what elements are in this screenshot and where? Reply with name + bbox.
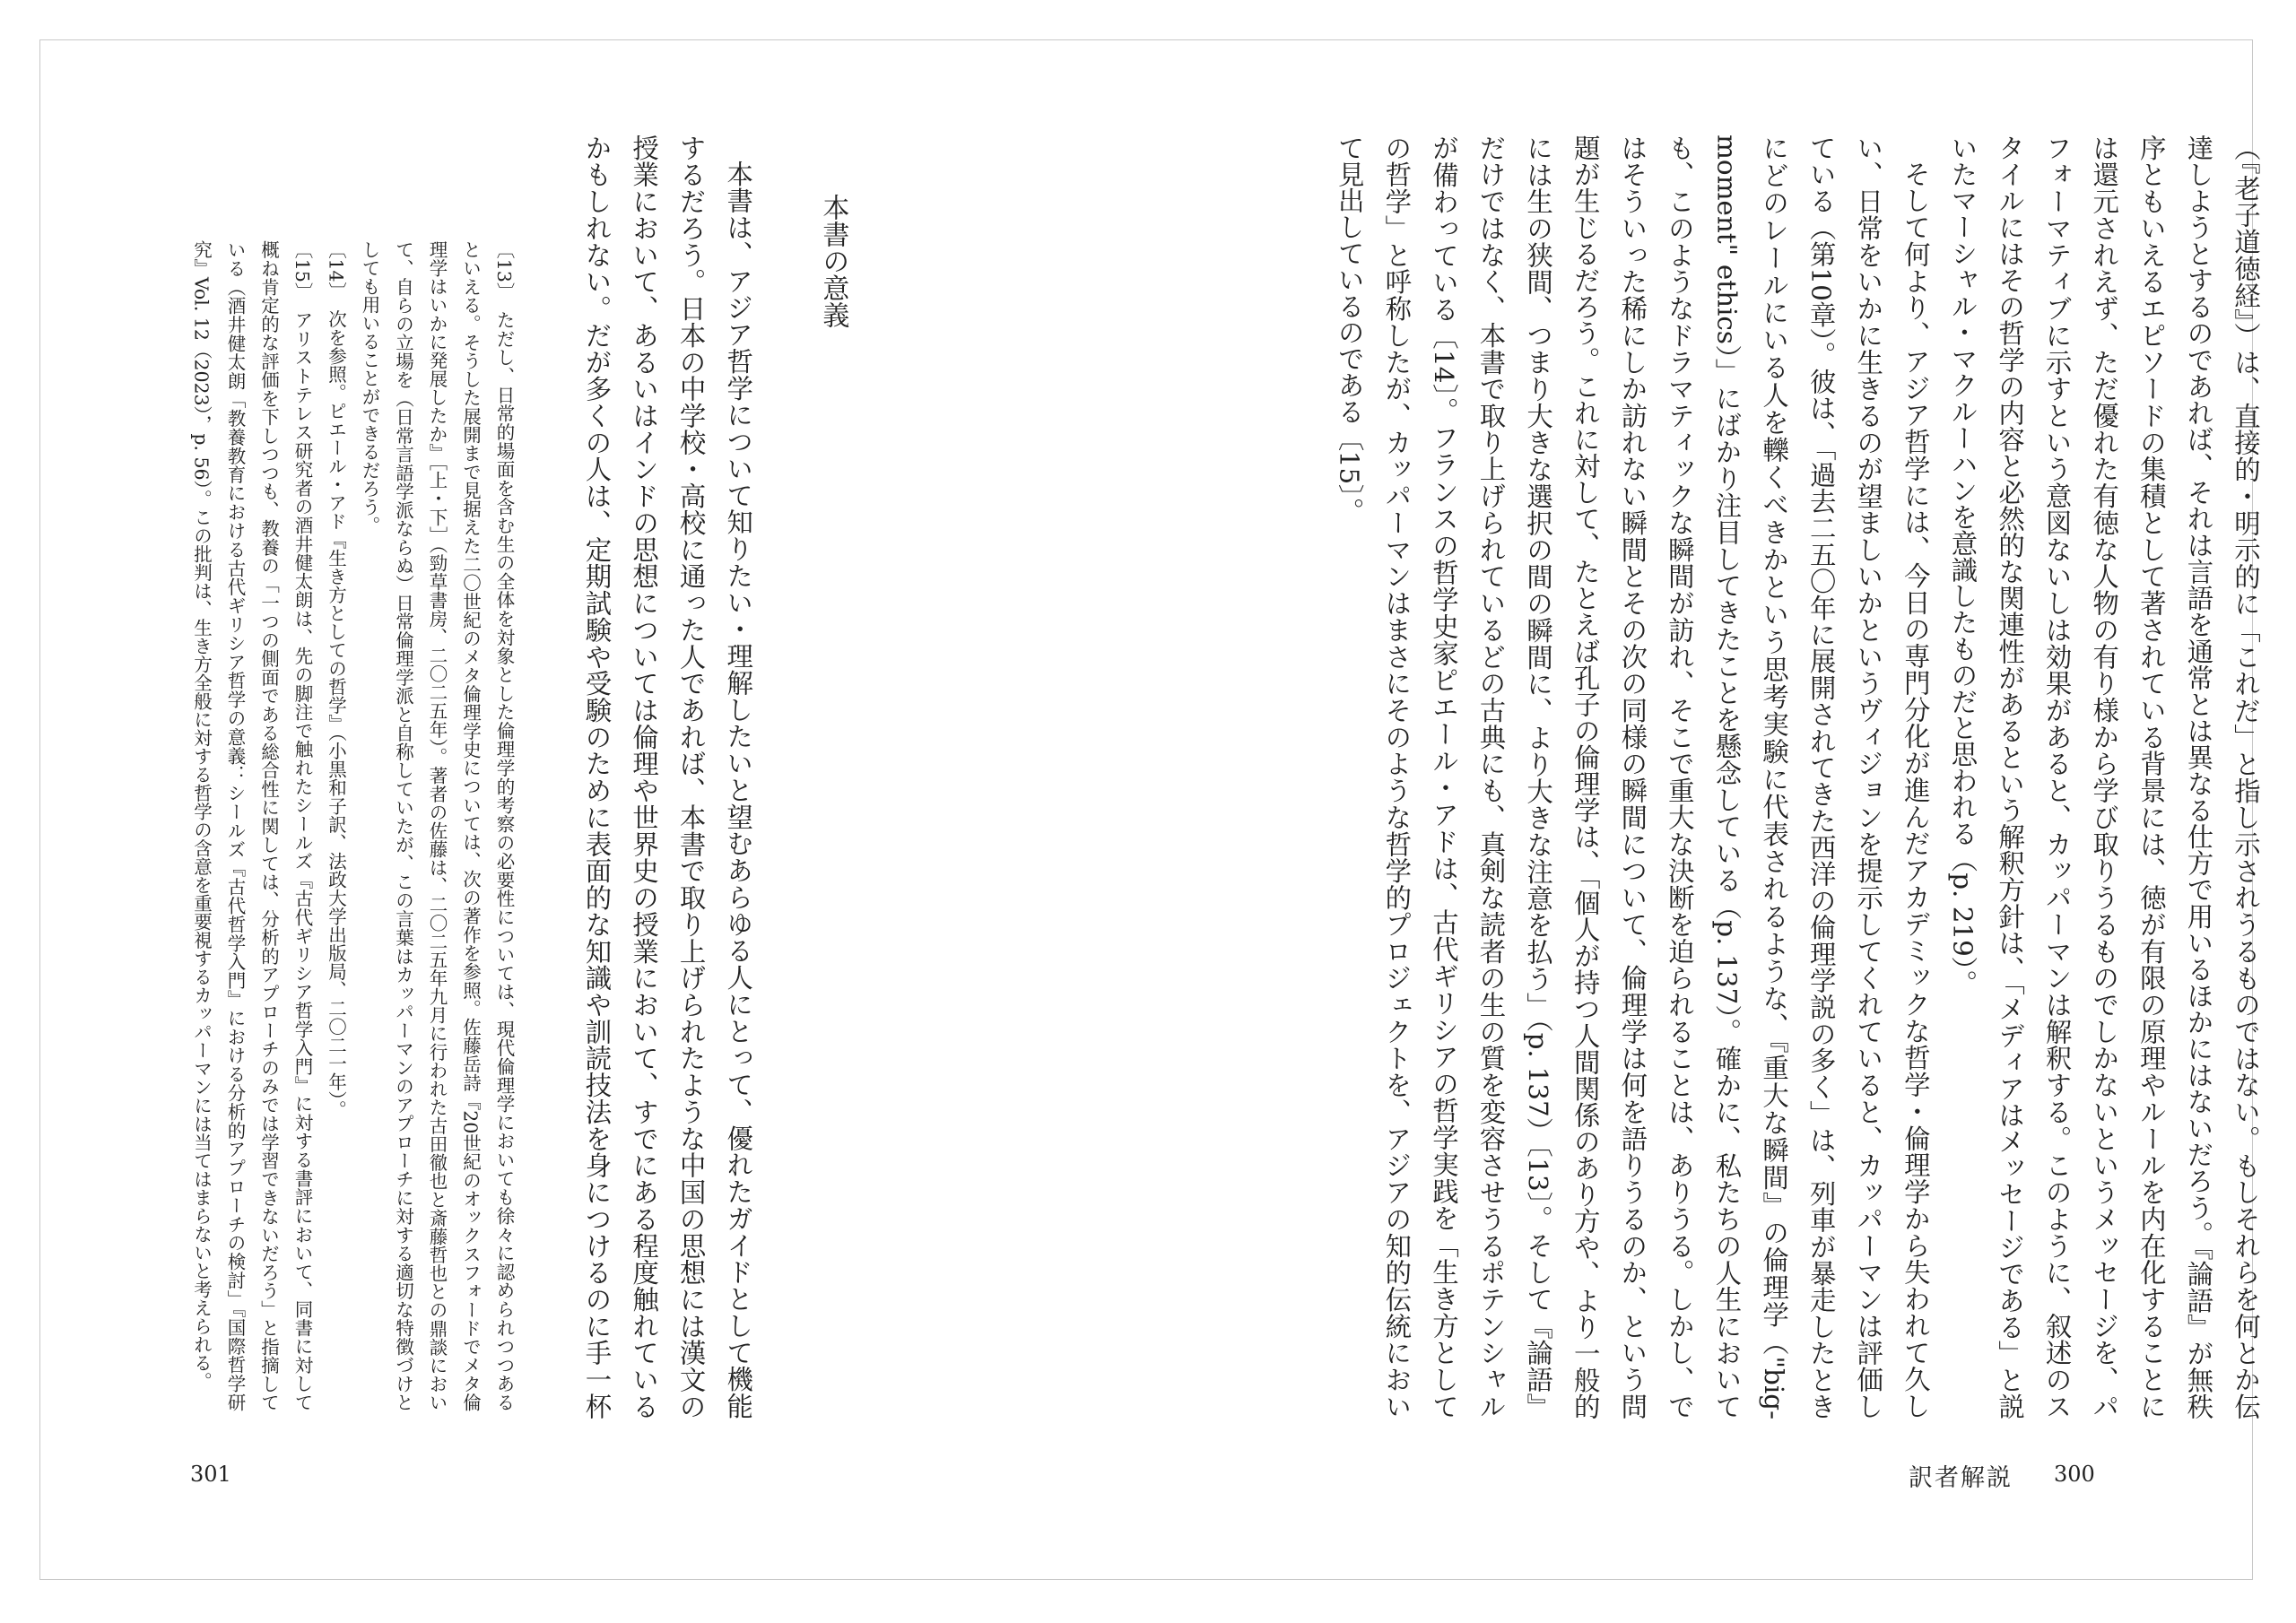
right-paragraph-1: （『老子道徳経』）は、直接的・明示的に「これだ」と指し示されうるものではない。もしそれらを何とか伝達しようとするのであれば、それは言語を通常とは異なる仕方で用いるほかにはないだろう。『論語』が無秩序ともいえるエピソードの集積として著されている背景には、徳が有限の原理やルールを内在化することには還元されえず、ただ優れた有徳な人物の有り様から学び取りうるものでしかないというメッセージを、パフォーマティブに示すという意図ないしは効果があると、カッパーマンは解釈する。このように、叙述のスタイルにはその哲学の内容と必然的な関連性があるという解釈方針は、「メディアはメッセージである」と説いたマーシャル・マクルーハンを意識したものだと思われる（p. 219）。 xyxy=(1947,135,2261,1419)
left-page-body xyxy=(571,135,903,1419)
right-page-body xyxy=(897,135,2269,1419)
running-head: 訳者解説 xyxy=(1909,1464,2013,1492)
section-heading: 本書の意義 xyxy=(817,194,849,328)
page-number-left: 301 xyxy=(190,1462,231,1487)
right-paragraph-2: そして何より、アジア哲学には、今日の専門分化が進んだアカデミックな哲学・倫理学から失われて久しい、日常をいかに生きるのが望ましいかというヴィジョンを提示してくれていると、カッパーマンは評価している（第10章）。彼は、「過去二五〇年に展開されてきた西洋の倫理学説の多く」は、列車が暴走したときにどのレールにいる人を轢くべきかという思考実験に代表されるような、『重大な瞬間』の倫理学（"big-moment" ethics）」にばかり注目してきたことを懸念している（p. 137）。確かに、私たちの人生においても、このようなドラマティックな瞬間が訪れ、そこで重大な決断を迫られることは、ありうる。しかし、ではそういった稀にしか訪れない瞬間とその次の同様の瞬間について、倫理学は何を語りうるのか、という問題が生じるだろう。これに対して、たとえば孔子の倫理学は、「個人が持つ人間関係のあり方や、より一般的には生の狭間、つまり大きな選択の間の瞬間に、より大きな注意を払う」（p. 137）〔13〕。そして『論語』だけではなく、本書で取り上げられているどの古典にも、真剣な読者の生の質を変容させうるポテンシャルが備わっている〔14〕。フランスの哲学史家ピエール・アドは、古代ギリシアの哲学実践を「生き方としての哲学」と呼称したが、カッパーマンはまさにそのような哲学的プロジェクトを、アジアの知的伝統において見出しているのである〔15〕。 xyxy=(1334,135,1931,1419)
footnote-15: 〔15〕 アリストテレス研究者の酒井健太朗は、先の脚注で触れたシールズ『古代ギリシア哲学入門』に対する書評において、同書に対して概ね肯定的な評価を下しつつも、教養の「一つの側面である総合性に関しては、分析的アプローチのみでは学習できないだろう」と指摘している（酒井健太朗「教養教育における古代ギリシア哲学の意義：シールズ『古代哲学入門』における分析的アプローチの検討」『国際哲学研究』Vol. 12（2023），p. 56）。この批判は、生き方全般に対する哲学の含意を重要視するカッパーマンには当てはまらないと考えられる。 xyxy=(190,240,313,1411)
left-paragraph-1: 本書は、アジア哲学について知りたい・理解したいと望むあらゆる人にとって、優れたガイドとして機能するだろう。日本の中学校・高校に通った人であれば、本書で取り上げられたような中国の思想には漢文の授業において、あるいはインドの思想については倫理や世界史の授業において、すでにある程度触れているかもしれない。だが多くの人は、定期試験や受験のために表面的な知識や訓読技法を身につけるのに手一杯 xyxy=(581,135,754,1419)
page-number-right: 300 xyxy=(2054,1462,2095,1487)
footnote-13: 〔13〕 ただし、日常的場面を含む生の全体を対象とした倫理学的考察の必要性については、現代倫理学においても徐々に認められつつあるといえる。そうした展開まで見据えた二〇世紀のメタ倫理学史については、次の著作を参照。佐藤岳詩『20世紀のオックスフォードでメタ倫理学はいかに発展したか』［上・下］（勁草書房、二〇二五年）。著者の佐藤は、二〇二五年九月に行われた古田徹也と斎藤哲也との鼎談において、自らの立場を（日常言語学派ならぬ）日常倫理学派と自称していたが、この言葉はカッパーマンのアプローチに対する適切な特徴づけとしても用いることができるだろう。 xyxy=(359,240,515,1411)
footnote-14: 〔14〕 次を参照。ピエール・アド『生き方としての哲学』（小黒和子訳、法政大学出版局、二〇二一年）。 xyxy=(325,240,347,1119)
footnotes xyxy=(179,240,520,1411)
